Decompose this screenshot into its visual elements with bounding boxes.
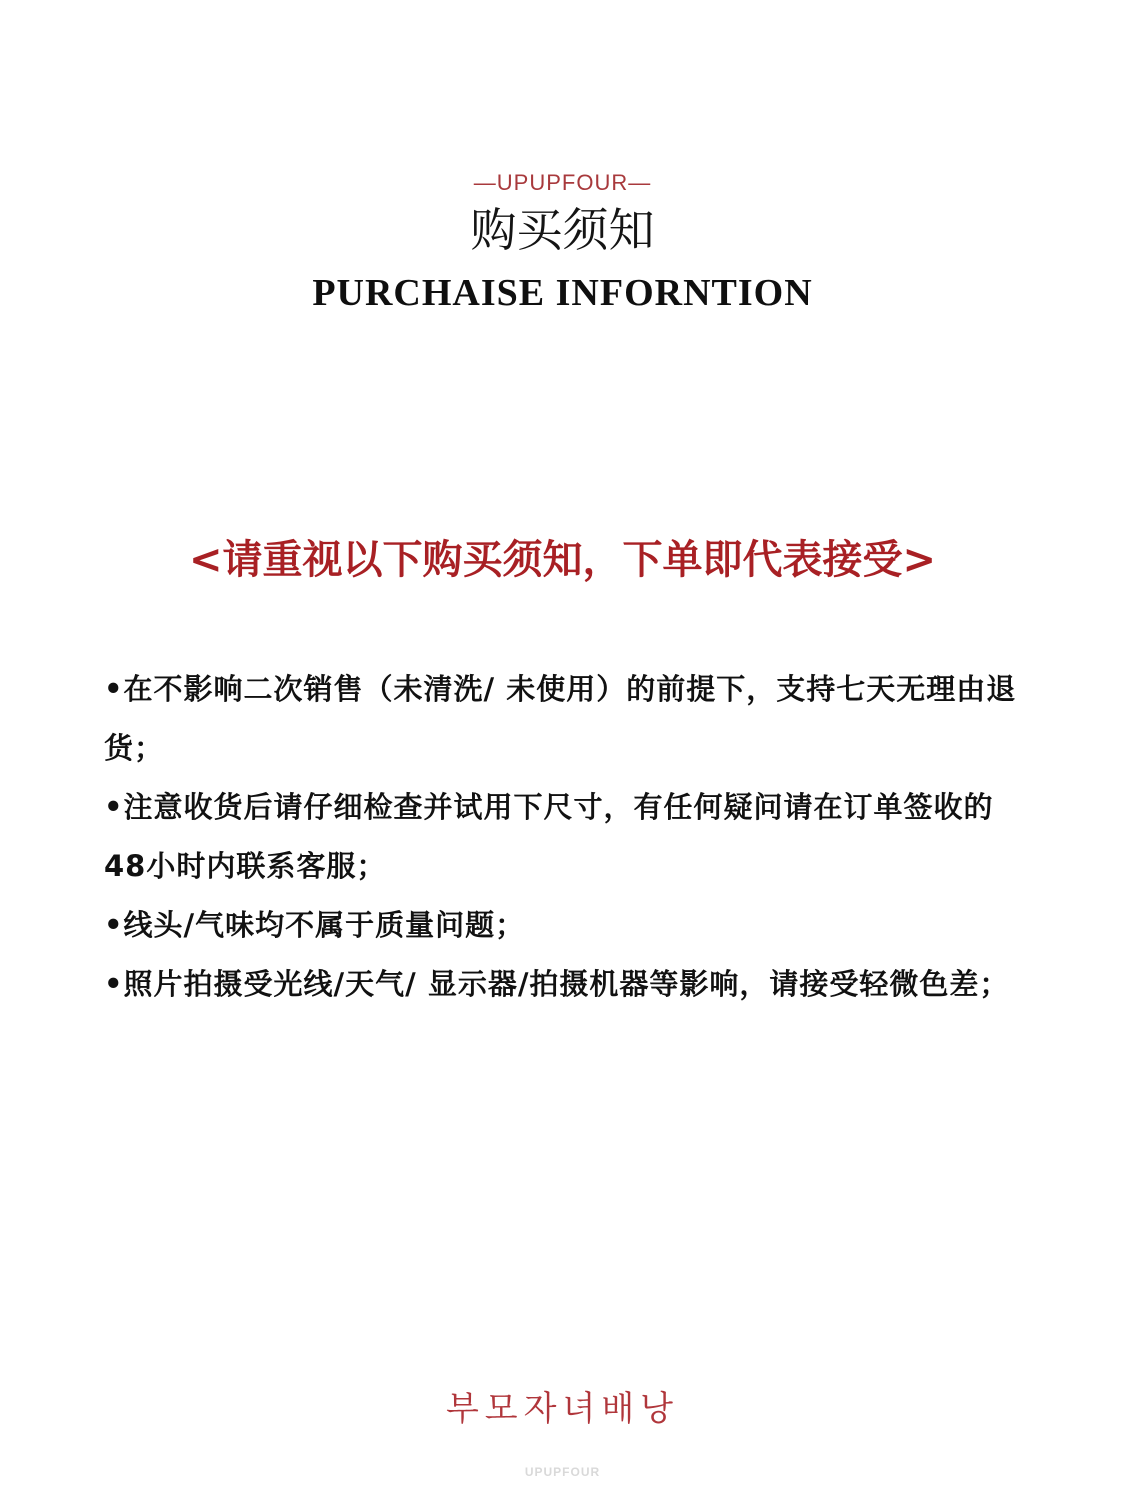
rule-return-policy: •在不影响二次销售（未清洗/ 未使用）的前提下，支持七天无理由退货； <box>104 672 1017 765</box>
rule-color-difference: •照片拍摄受光线/天气/ 显示器/拍摄机器等影响，请接受轻微色差； <box>104 967 1010 1001</box>
page-title-chinese: 购买须知 <box>470 203 655 257</box>
purchase-rules-list <box>104 660 1024 1014</box>
brand-tagline: —UPUPFOUR— <box>473 170 652 195</box>
notice-heading: <请重视以下购买须知，下单即代表接受> <box>188 537 937 583</box>
rule-inspect-contact: •注意收货后请仔细检查并试用下尺寸，有任何疑问请在订单签收的48小时内联系客服； <box>104 790 994 883</box>
watermark: UPUPFOUR <box>524 1465 601 1479</box>
page-title-english: PURCHAISE INFORNTION <box>312 272 813 314</box>
rule-thread-odor: •线头/气味均不属于质量问题； <box>104 908 526 942</box>
footer-korean-text: 부모자녀배낭 <box>445 1389 680 1429</box>
